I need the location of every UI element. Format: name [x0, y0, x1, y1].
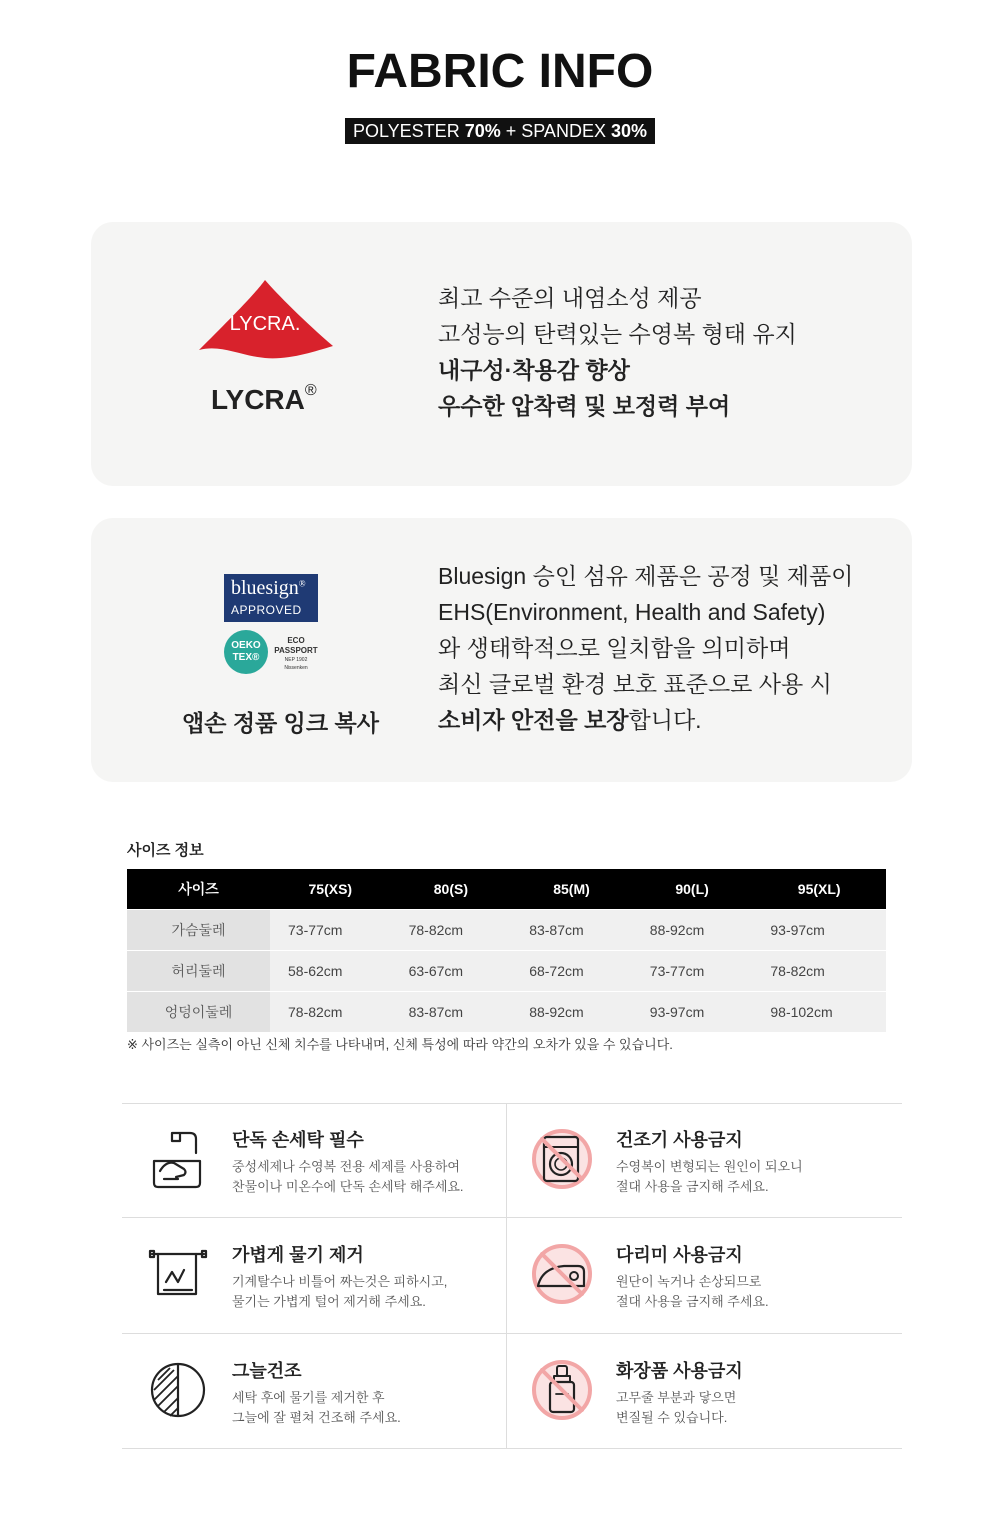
table-cell: 88-92cm — [632, 909, 753, 950]
table-cell: 63-67cm — [391, 950, 512, 991]
size-header-cell: 75(XS) — [270, 869, 391, 909]
table-cell: 83-87cm — [391, 991, 512, 1032]
lycra-logo-icon — [195, 278, 335, 362]
care-item-gentle-wring — [122, 1218, 506, 1333]
no-dryer-icon — [530, 1127, 594, 1191]
table-cell: 78-82cm — [391, 909, 512, 950]
care-desc: 기계탈수나 비틀어 짜는것은 피하시고, 물기는 가볍게 털어 제거해 주세요. — [232, 1274, 448, 1309]
bluesign-line: 소비자 안전을 보장합니다. — [438, 707, 702, 733]
care-title: 그늘건조 — [232, 1361, 302, 1381]
care-item-no-cosmetics — [506, 1334, 890, 1449]
care-title: 다리미 사용금지 — [616, 1245, 743, 1265]
bluesign-line: Bluesign 승인 섬유 제품은 공정 및 제품이 — [438, 563, 854, 589]
table-cell: 78-82cm — [270, 991, 391, 1032]
lycra-line: 고성능의 탄력있는 수영복 형태 유지 — [438, 321, 797, 347]
size-note: ※ 사이즈는 실측이 아닌 신체 치수를 나타내며, 신체 특성에 따라 약간의 오차가 있을 수 있습니다. — [127, 1037, 673, 1052]
table-row — [127, 909, 886, 950]
row-label: 가슴둘레 — [127, 909, 270, 950]
lycra-line: 내구성·착용감 향상 — [438, 357, 630, 383]
bluesign-caption: 앱손 정품 잉크 복사 — [182, 710, 379, 736]
size-header-cell: 80(S) — [391, 869, 512, 909]
table-cell: 93-97cm — [632, 991, 753, 1032]
no-iron-icon — [530, 1242, 594, 1306]
care-desc: 원단이 녹거나 손상되므로 절대 사용을 금지해 주세요. — [616, 1274, 769, 1309]
lycra-card — [91, 222, 912, 486]
table-cell: 83-87cm — [511, 909, 632, 950]
lycra-line: 우수한 압착력 및 보정력 부여 — [438, 393, 731, 419]
table-cell: 93-97cm — [752, 909, 886, 950]
table-row — [127, 950, 886, 991]
table-cell: 73-77cm — [632, 950, 753, 991]
care-item-no-iron — [506, 1218, 890, 1333]
care-item-shade-dry — [122, 1334, 506, 1449]
towel-wring-icon — [146, 1242, 210, 1306]
size-table — [127, 869, 886, 1032]
lycra-description — [438, 280, 797, 424]
lycra-name: LYCRA® — [211, 381, 317, 415]
lycra-logo-text: LYCRA. — [229, 313, 301, 335]
size-header-cell: 95(XL) — [752, 869, 886, 909]
care-desc: 세탁 후에 물기를 제거한 후 그늘에 잘 펼쳐 건조해 주세요. — [232, 1390, 401, 1425]
care-title: 단독 손세탁 필수 — [232, 1130, 364, 1150]
care-title: 가볍게 물기 제거 — [232, 1245, 364, 1265]
fabric-composition-badge: POLYESTER 70% + SPANDEX 30% — [345, 118, 655, 144]
table-cell: 78-82cm — [752, 950, 886, 991]
table-cell: 73-77cm — [270, 909, 391, 950]
care-title: 건조기 사용금지 — [616, 1130, 743, 1150]
shade-dry-icon — [146, 1358, 210, 1422]
size-header-cell: 90(L) — [632, 869, 753, 909]
care-item-no-dryer — [506, 1103, 890, 1218]
page-title: FABRIC INFO — [346, 45, 654, 98]
bluesign-line: 와 생태학적으로 일치함을 의미하며 — [438, 635, 791, 661]
table-cell: 58-62cm — [270, 950, 391, 991]
care-title: 화장품 사용금지 — [616, 1361, 743, 1381]
size-info-title: 사이즈 정보 — [127, 842, 204, 859]
bluesign-card — [91, 518, 912, 782]
care-instructions — [122, 1103, 902, 1449]
care-desc: 수영복이 변형되는 원인이 되오니 절대 사용을 금지해 주세요. — [616, 1159, 803, 1194]
handwash-icon — [146, 1127, 210, 1191]
row-label: 허리둘레 — [127, 950, 270, 991]
size-header-cell: 85(M) — [511, 869, 632, 909]
table-cell: 68-72cm — [511, 950, 632, 991]
table-cell: 98-102cm — [752, 991, 886, 1032]
eco-passport-logo: ECO PASSPORT NEP 1902 Nissenken — [274, 636, 318, 671]
bluesign-description — [438, 558, 853, 738]
bluesign-logo: bluesign® APPROVED — [224, 574, 318, 622]
size-table-header — [127, 869, 886, 909]
lycra-line: 최고 수준의 내염소성 제공 — [438, 285, 702, 311]
row-label: 엉덩이둘레 — [127, 991, 270, 1032]
care-desc: 중성세제나 수영복 전용 세제를 사용하여 찬물이나 미온수에 단독 손세탁 해주세요. — [232, 1159, 464, 1194]
no-cosmetics-icon — [530, 1358, 594, 1422]
bluesign-line: 최신 글로벌 환경 보호 표준으로 사용 시 — [438, 671, 832, 697]
table-cell: 88-92cm — [511, 991, 632, 1032]
size-header-cell: 사이즈 — [127, 869, 270, 909]
table-row — [127, 991, 886, 1032]
care-item-handwash — [122, 1103, 506, 1218]
care-desc: 고무줄 부분과 닿으면 변질될 수 있습니다. — [616, 1390, 737, 1425]
bluesign-line: EHS(Environment, Health and Safety) — [438, 599, 826, 625]
oeko-tex-logo: OEKO TEX® — [224, 630, 268, 674]
